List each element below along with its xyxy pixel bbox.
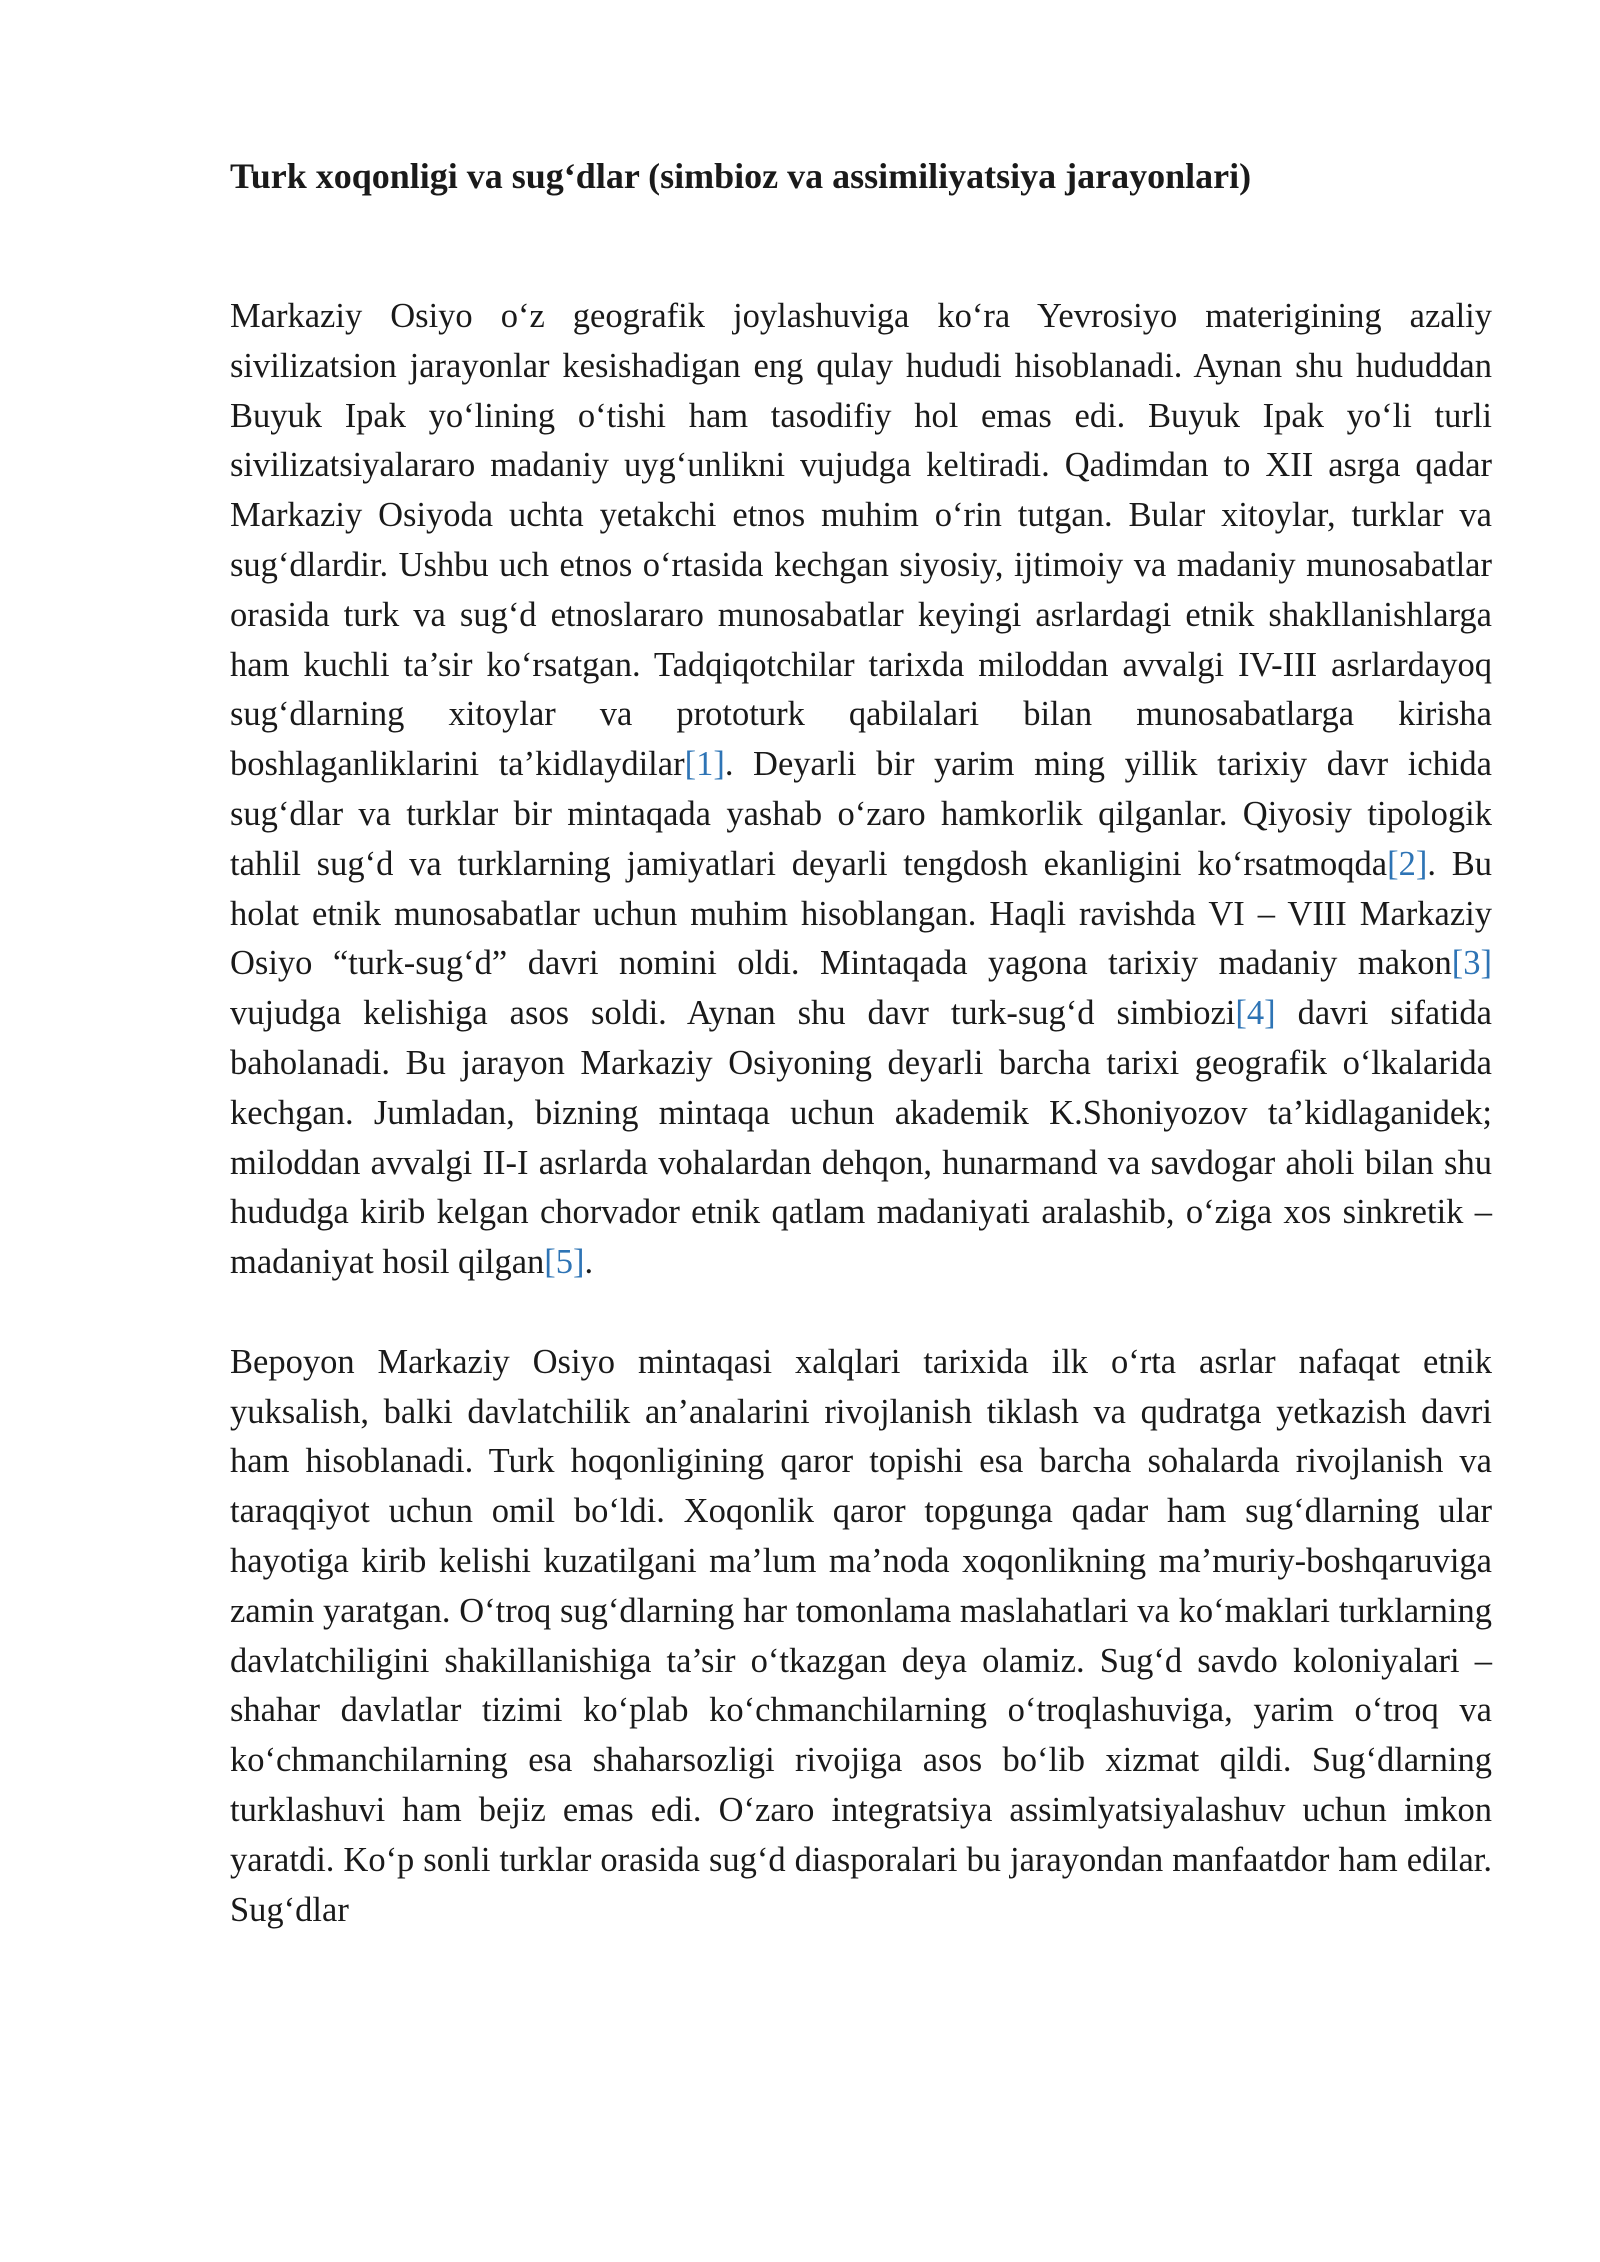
paragraph-text: vujudga kelishiga asos soldi. Aynan shu davr turk-sug‘d simbiozi bbox=[230, 994, 1236, 1033]
paragraph-text: davri sifatida baholanadi. Bu jarayon Markaziy Osiyoning deyarli barcha tarixi geografik o‘lkalarida kechgan. Jumladan, bizning mintaqa uchun akademik K.Shoniyozov ta’kidlaganidek; miloddan avvalgi II-I asrlarda vohalardan dehqon, hunarmand va savdogar aholi bilan shu hududga kirib kelgan chorvador etnik qatlam madaniyati aralashib, o‘ziga xos sinkretik – madaniyat hosil qilgan bbox=[230, 994, 1492, 1282]
document-page bbox=[230, 150, 1492, 1985]
body-paragraph bbox=[230, 292, 1492, 1288]
paragraph-text: . bbox=[584, 1243, 594, 1282]
body-paragraph bbox=[230, 1338, 1492, 1936]
footnote-reference-link[interactable]: [4] bbox=[1235, 994, 1276, 1033]
document-title: Turk xoqonligi va sug‘dlar (simbioz va assimiliyatsiya jarayonlari) bbox=[230, 156, 1252, 196]
paragraph-text: Markaziy Osiyo o‘z geografik joylashuviga ko‘ra Yevrosiyo materigining azaliy sivilizatsion jarayonlar kesishadigan eng qulay hududi hisoblanadi. Aynan shu hududdan Buyuk Ipak yo‘lining o‘tishi ham tasodifiy hol emas edi. Buyuk Ipak yo‘li turli sivilizatsiyalararo madaniy uyg‘unlikni vujudga keltiradi. Qadimdan to XII asrga qadar Markaziy Osiyoda uchta yetakchi etnos muhim o‘rin tutgan. Bular xitoylar, turklar va sug‘dlardir. Ushbu uch etnos o‘rtasida kechgan siyosiy, ijtimoiy va madaniy munosabatlar orasida turk va sug‘d etnoslararo munosabatlar keyingi asrlardagi etnik shakllanishlarga ham kuchli ta’sir ko‘rsatgan. Tadqiqotchilar tarixda miloddan avvalgi IV-III asrlardayoq sug‘dlarning xitoylar va prototurk qabilalari bilan munosabatlarga kirisha boshlaganliklarini ta’kidlaydilar bbox=[230, 297, 1492, 784]
paragraph-text: Bepoyon Markaziy Osiyo mintaqasi xalqlari tarixida ilk o‘rta asrlar nafaqat etnik yuksalish, balki davlatchilik an’analarini rivojlanish tiklash va qudratga yetkazish davri ham hisoblanadi. Turk hoqonligining qaror topishi esa barcha sohalarda rivojlanish va taraqqiyot uchun omil bo‘ldi. Xoqonlik qaror topgunga qadar ham sug‘dlarning ular hayotiga kirib kelishi kuzatilgani ma’lum ma’noda xoqonlikning ma’muriy-boshqaruviga zamin yaratgan. O‘troq sug‘dlarning har tomonlama maslahatlari va ko‘maklari turklarning davlatchiligini shakillanishiga ta’sir o‘tkazgan deya olamiz. Sug‘d savdo koloniyalari – shahar davlatlar tizimi ko‘plab ko‘chmanchilarning o‘troqlashuviga, yarim o‘troq va ko‘chmanchilarning esa shaharsozligi rivojiga asos bo‘lib xizmat qildi. Sug‘dlarning turklashuvi ham bejiz emas edi. O‘zaro integratsiya assimlyatsiyalashuv uchun imkon yaratdi. Ko‘p sonli turklar orasida sug‘d diasporalari bu jarayondan manfaatdor ham edilar. Sug‘dlar bbox=[230, 1342, 1492, 1929]
footnote-reference-link[interactable]: [5] bbox=[544, 1243, 585, 1282]
footnote-reference-link[interactable]: [1] bbox=[684, 745, 725, 784]
paragraph-text: . Deyarli bir yarim ming yillik tarixiy davr ichida sug‘dlar va turklar bir mintaqada yashab o‘zaro hamkorlik qilganlar. Qiyosiy tipologik tahlil sug‘d va turklarning jamiyatlari deyarli tengdosh ekanligini ko‘rsatmoqda bbox=[230, 745, 1492, 883]
document-body bbox=[230, 292, 1492, 1935]
footnote-reference-link[interactable]: [2] bbox=[1387, 844, 1428, 883]
paragraph-text: . Bu holat etnik munosabatlar uchun muhim hisoblangan. Haqli ravishda VI – VIII Markaziy Osiyo “turk-sug‘d” davri nomini oldi. Mintaqada yagona tarixiy madaniy makon bbox=[230, 844, 1493, 983]
footnote-reference-link[interactable]: [3] bbox=[1451, 944, 1492, 983]
